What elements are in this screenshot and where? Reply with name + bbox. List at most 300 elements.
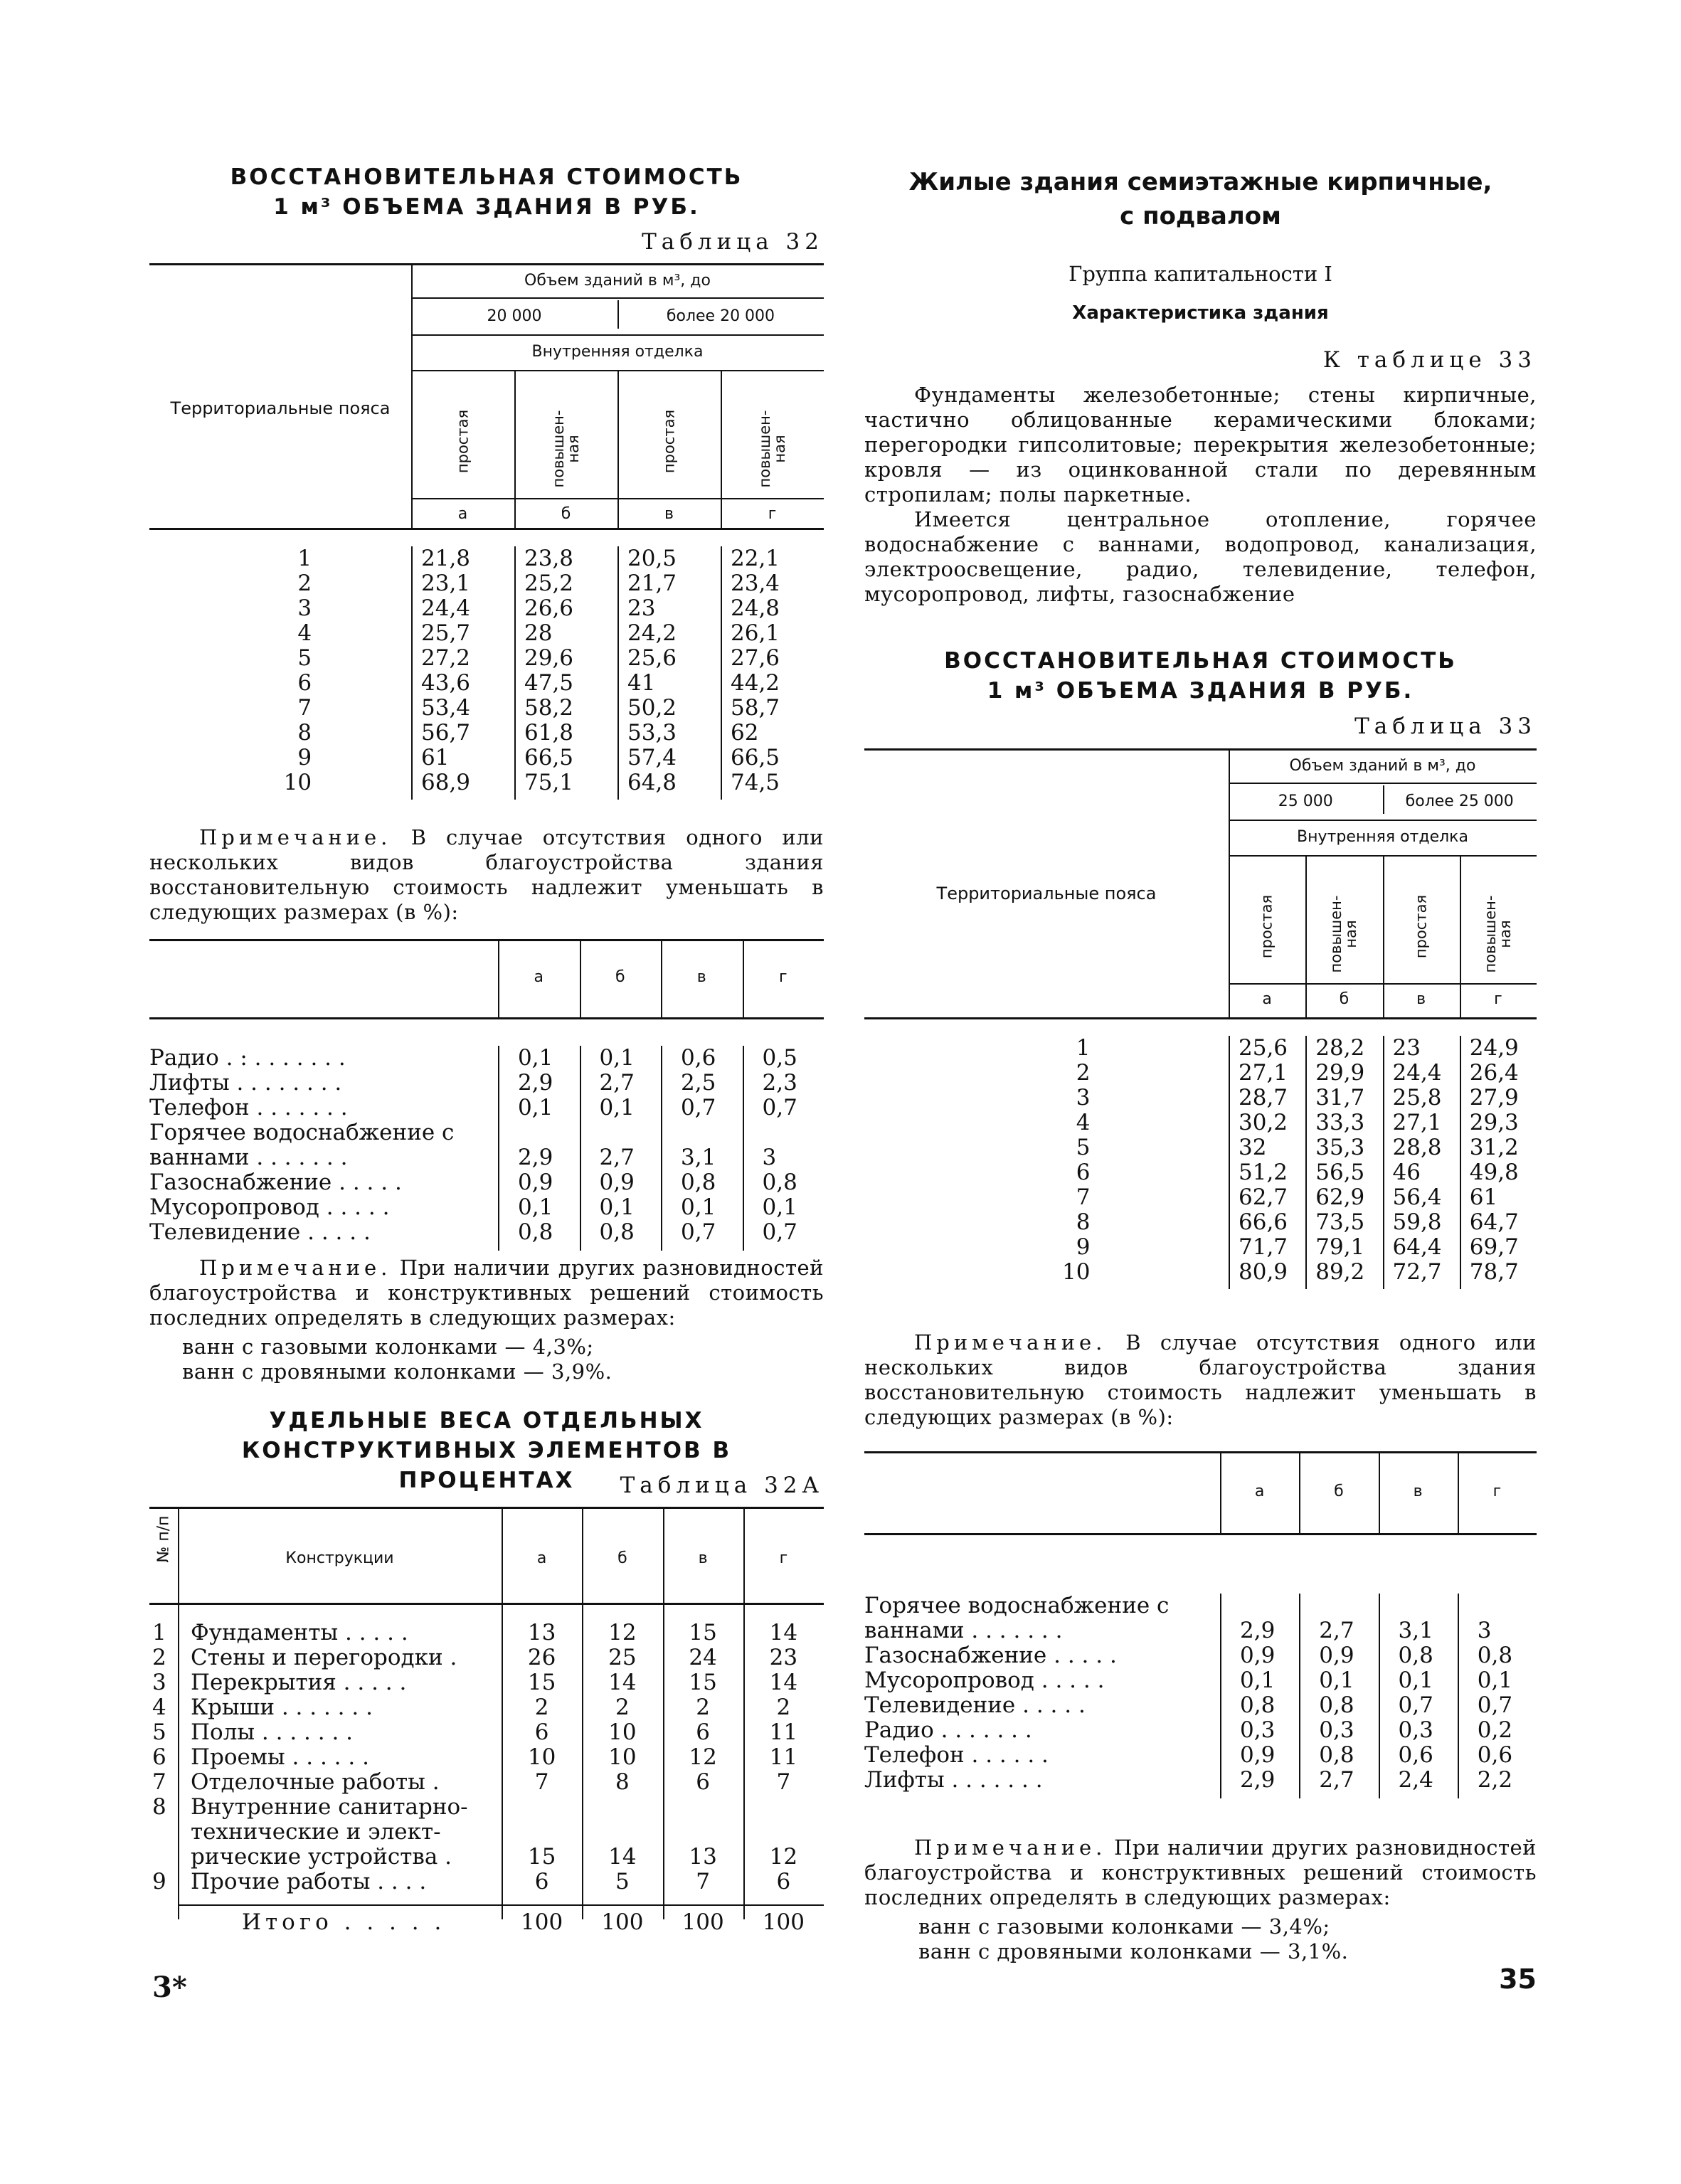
cost-value: 50,2 (627, 695, 677, 721)
adjust-value: 0,6 (1398, 1742, 1433, 1768)
table33-header (864, 646, 1537, 706)
cost-value: 32 (1239, 1135, 1267, 1160)
rule (411, 334, 824, 336)
construction-label: рические устройства . (191, 1844, 452, 1870)
row-number: 2 (152, 1645, 166, 1670)
adjust-value: 0,8 (681, 1170, 716, 1195)
weight-value: 8 (615, 1769, 630, 1795)
table32-label: Таблица 32 (642, 229, 824, 255)
row-label: Горячее водоснабжение с (149, 1120, 455, 1145)
cost-value: 31,2 (1469, 1135, 1519, 1160)
column-letter: б (1339, 990, 1349, 1008)
cost-value: 68,9 (421, 770, 471, 795)
cost-value: 24,9 (1469, 1035, 1519, 1061)
weight-value: 11 (769, 1719, 798, 1745)
column-header-vertical: простая (1412, 894, 1430, 959)
cost-value: 56,5 (1315, 1160, 1365, 1185)
rule (149, 263, 824, 265)
cost-value: 57,4 (627, 745, 677, 770)
header-line-1: ВОССТАНОВИТЕЛЬНАЯ СТОИМОСТЬ (944, 648, 1457, 674)
adjust-value: 0,9 (1319, 1643, 1354, 1668)
column-rule (743, 1046, 744, 1251)
adjust-value: 0,6 (1477, 1742, 1513, 1768)
adjust-value: 0,5 (762, 1045, 797, 1071)
adjust-value: 0,7 (681, 1219, 716, 1245)
note-text: При наличии других разновидностей благоустройства и конструктивных решений стоимость последних определять в следующих размерах: (864, 1835, 1537, 1909)
adjust-value: 0,9 (1240, 1643, 1276, 1668)
cost-value: 22,1 (731, 546, 780, 571)
adjust-value: 0,8 (762, 1170, 797, 1195)
weight-value: 11 (769, 1744, 798, 1770)
cost-value: 26,6 (524, 595, 574, 621)
cost-value: 71,7 (1239, 1234, 1288, 1260)
column-rule (1299, 1594, 1300, 1798)
adjust-value: 0,9 (1240, 1742, 1276, 1768)
zone-number: 6 (297, 670, 312, 696)
weight-value: 13 (689, 1844, 717, 1870)
volume-2: более 25 000 (1405, 793, 1514, 810)
cost-value: 51,2 (1239, 1160, 1288, 1185)
row-number: 8 (152, 1794, 166, 1820)
finish-header: Внутренняя отделка (531, 343, 704, 361)
column-rule (1379, 1594, 1380, 1798)
adjust-value: 0,1 (681, 1194, 716, 1220)
page-number: 35 (1499, 1963, 1537, 1995)
characteristics-para1: Фундаменты железобетонные; стены кирпичные, частично облицованные керамическими блоками; перегородки гипсолитовые; перекрытия железобетонные; кровля — из оцинкованной стали по деревянным стропилам; полы паркетные. (864, 383, 1537, 507)
cost-value: 46 (1392, 1160, 1421, 1185)
column-letter: г (1494, 990, 1502, 1008)
construction-label: Стены и перегородки . (191, 1645, 457, 1670)
weight-value: 10 (527, 1744, 556, 1770)
weight-value: 13 (527, 1620, 556, 1645)
weight-value: 7 (776, 1769, 791, 1795)
header-line-2: 1 м³ ОБЪЕМА ЗДАНИЯ В РУБ. (987, 678, 1414, 704)
rule (149, 939, 824, 941)
rule (149, 1507, 824, 1509)
cost-value: 56,4 (1392, 1184, 1442, 1210)
column-header-vertical: простая (1258, 894, 1276, 959)
weight-value: 14 (769, 1670, 798, 1695)
volume-header: Объем зданий в м³, до (524, 272, 711, 290)
weight-value: 6 (534, 1869, 549, 1894)
adjust-value: 0,1 (599, 1194, 635, 1220)
weight-value: 15 (527, 1844, 556, 1870)
adjust-value: 0,1 (1319, 1668, 1354, 1693)
note-lead: Примечание. (199, 825, 392, 849)
cost-value: 69,7 (1469, 1234, 1519, 1260)
table-32 (149, 263, 824, 818)
adjust-value: 0,1 (599, 1045, 635, 1071)
weight-value: 7 (534, 1769, 549, 1795)
cost-value: 64,7 (1469, 1209, 1519, 1235)
column-letter: в (664, 505, 674, 523)
to-table-33: К таблице 33 (1322, 347, 1537, 373)
weight-value: 15 (689, 1670, 717, 1695)
column-rule (1305, 1036, 1307, 1289)
column-letter: в (698, 1549, 708, 1567)
cost-value: 29,9 (1315, 1060, 1365, 1086)
adjust-value: 0,1 (1240, 1668, 1276, 1693)
rule (411, 498, 824, 499)
cost-value: 25,2 (524, 571, 574, 596)
adjust-value: 2,7 (599, 1070, 635, 1096)
cost-value: 28,8 (1392, 1135, 1442, 1160)
cost-value: 25,7 (421, 620, 471, 646)
weight-value: 6 (534, 1719, 549, 1745)
cost-value: 59,8 (1392, 1209, 1442, 1235)
weight-value: 24 (689, 1645, 717, 1670)
row-label: Газоснабжение . . . . . (149, 1170, 402, 1195)
cost-value: 23 (1392, 1035, 1421, 1061)
page-mark: 3* (152, 1971, 187, 2004)
cost-value: 25,8 (1392, 1085, 1442, 1110)
zone-number: 7 (1076, 1184, 1091, 1210)
cost-value: 44,2 (731, 670, 780, 696)
total-value: 100 (601, 1909, 644, 1935)
header-line-2: 1 м³ ОБЪЕМА ЗДАНИЯ В РУБ. (273, 194, 700, 220)
weight-value: 12 (769, 1844, 798, 1870)
cost-value: 66,5 (524, 745, 574, 770)
cost-value: 74,5 (731, 770, 780, 795)
cost-value: 47,5 (524, 670, 574, 696)
cost-value: 56,7 (421, 720, 471, 746)
adjust-value: 0,7 (681, 1095, 716, 1120)
column-header-vertical: повышен- ная (755, 410, 788, 488)
total-label: Итого . . . . . (242, 1909, 446, 1935)
row-label: Телефон . . . . . . (864, 1742, 1049, 1768)
cost-value: 23 (627, 595, 656, 621)
weight-value: 2 (696, 1695, 710, 1720)
adjust-value: 2,5 (681, 1070, 716, 1096)
weight-value: 26 (527, 1645, 556, 1670)
weight-value: 23 (769, 1645, 798, 1670)
cost-value: 61 (421, 745, 450, 770)
zone-number: 7 (297, 695, 312, 721)
row-label: ваннами . . . . . . . (149, 1145, 348, 1170)
cost-value: 80,9 (1239, 1259, 1288, 1285)
adjust-value: 0,1 (518, 1095, 553, 1120)
cost-value: 27,1 (1239, 1060, 1288, 1086)
row-label: Горячее водоснабжение с (864, 1593, 1170, 1618)
name-header: Конструкции (285, 1549, 394, 1567)
note2-line2: ванн с дровяными колонками — 3,1%. (918, 1939, 1349, 1963)
zone-number: 8 (1076, 1209, 1091, 1235)
adjust-value: 2,7 (1319, 1618, 1354, 1643)
row-number: 6 (152, 1744, 166, 1770)
cost-value: 73,5 (1315, 1209, 1365, 1235)
zone-number: 10 (1061, 1259, 1091, 1285)
cost-value: 31,7 (1315, 1085, 1365, 1110)
finish-header: Внутренняя отделка (1297, 828, 1468, 846)
adjust-value: 0,7 (762, 1219, 797, 1245)
construction-label: Проемы . . . . . . (191, 1744, 369, 1770)
section-title (864, 165, 1537, 233)
column-letter: в (1416, 990, 1426, 1008)
rule (178, 1904, 824, 1906)
cost-value: 78,7 (1469, 1259, 1519, 1285)
row-label: ваннами . . . . . . . (864, 1618, 1063, 1643)
row-label: Радио . : . . . . . . . (149, 1045, 346, 1071)
cost-value: 64,4 (1392, 1234, 1442, 1260)
column-rule (1458, 1594, 1459, 1798)
cost-value: 75,1 (524, 770, 574, 795)
column-letter: б (561, 505, 571, 523)
adjust-value: 0,1 (1477, 1668, 1513, 1693)
column-letter: г (1492, 1482, 1502, 1500)
adjust-value: 0,8 (1398, 1643, 1433, 1668)
weight-value: 2 (615, 1695, 630, 1720)
table-32-adjustments (149, 939, 824, 1252)
row-label: Телевидение . . . . . (149, 1219, 371, 1245)
column-rule (721, 370, 722, 528)
zone-number: 8 (297, 720, 312, 746)
construction-label: Внутренние санитарно- (191, 1794, 468, 1820)
adjust-value: 0,3 (1398, 1717, 1433, 1743)
column-rule (617, 370, 619, 528)
adjust-value: 3,1 (1398, 1618, 1433, 1643)
rule (864, 748, 1537, 751)
adjust-value: 0,9 (518, 1170, 553, 1195)
row-label: Мусоропровод . . . . . (864, 1668, 1105, 1693)
note2-line1: ванн с газовыми колонками — 3,4%; (918, 1914, 1330, 1939)
weight-value: 15 (527, 1670, 556, 1695)
adjust-value: 0,3 (1319, 1717, 1354, 1743)
row-number: 7 (152, 1769, 166, 1795)
table33-note2 (864, 1835, 1537, 1910)
cost-value: 27,6 (731, 645, 780, 671)
weight-value: 2 (534, 1695, 549, 1720)
column-letter: а (1262, 990, 1272, 1008)
weight-value: 12 (608, 1620, 637, 1645)
capital-group: Группа капитальности I (1068, 262, 1332, 286)
note-text: В случае отсутствия одного или нескольких видов благоустройства здания восстановительную стоимость надлежит уменьшать в следующих размерах (в %): (149, 825, 824, 924)
weight-value: 14 (608, 1670, 637, 1695)
note-text: В случае отсутствия одного или нескольких видов благоустройства здания восстановительную стоимость надлежит уменьшать в следующих размерах (в %): (864, 1330, 1537, 1429)
cost-value: 49,8 (1469, 1160, 1519, 1185)
zone-number: 10 (283, 770, 312, 795)
cost-value: 24,4 (1392, 1060, 1442, 1086)
rule (149, 528, 824, 530)
adjust-value: 0,8 (599, 1219, 635, 1245)
cost-value: 24,8 (731, 595, 780, 621)
column-letter: а (457, 505, 468, 523)
column-rule (514, 546, 516, 800)
column-rule (1460, 1036, 1461, 1289)
cost-value: 61,8 (524, 720, 574, 746)
cost-value: 29,6 (524, 645, 574, 671)
cost-value: 66,6 (1239, 1209, 1288, 1235)
cost-value: 66,5 (731, 745, 780, 770)
cost-value: 62,7 (1239, 1184, 1288, 1210)
row-number: 1 (152, 1620, 166, 1645)
zone-number: 5 (1076, 1135, 1091, 1160)
row-label: Мусоропровод . . . . . (149, 1194, 390, 1220)
rule (864, 1533, 1537, 1535)
column-header-vertical: простая (454, 409, 471, 474)
row-number: 9 (152, 1869, 166, 1894)
note-lead: Примечание. (914, 1330, 1107, 1355)
cost-value: 26,4 (1469, 1060, 1519, 1086)
table-33 (864, 748, 1537, 1310)
adjust-value: 0,8 (518, 1219, 553, 1245)
column-rule (498, 1046, 499, 1251)
construction-label: Прочие работы . . . . (191, 1869, 427, 1894)
weight-value: 25 (608, 1645, 637, 1670)
column-rule (1229, 748, 1230, 1017)
title-line-1: Жилые здания семиэтажные кирпичные, (908, 168, 1492, 196)
adjust-value: 0,1 (518, 1045, 553, 1071)
cost-value: 62,9 (1315, 1184, 1365, 1210)
table33-note1 (864, 1330, 1537, 1430)
weight-value: 7 (696, 1869, 710, 1894)
column-header-vertical: повышен- ная (1481, 895, 1514, 973)
column-letter: б (1334, 1482, 1344, 1500)
column-rule (411, 546, 413, 800)
note-text: При наличии других разновидностей благоустройства и конструктивных решений стоимость последних определять в следующих размерах: (149, 1256, 824, 1330)
adjust-value: 2,9 (518, 1145, 553, 1170)
column-letter: б (615, 968, 625, 986)
table32-header (149, 162, 824, 222)
adjust-value: 0,7 (1398, 1692, 1433, 1718)
cost-value: 64,8 (627, 770, 677, 795)
cost-value: 27,1 (1392, 1110, 1442, 1135)
table-33-adjustments (864, 1451, 1537, 1828)
column-rule (514, 370, 516, 528)
rule (149, 1017, 824, 1019)
table33-label: Таблица 33 (1354, 714, 1537, 739)
cost-value: 58,2 (524, 695, 574, 721)
column-letter: а (1254, 1482, 1265, 1500)
cost-value: 53,3 (627, 720, 677, 746)
column-header-vertical: повышен- ная (549, 410, 582, 488)
adjust-value: 0,2 (1477, 1717, 1513, 1743)
cost-value: 79,1 (1315, 1234, 1365, 1260)
rule (1229, 783, 1537, 784)
adjust-value: 2,9 (1240, 1618, 1276, 1643)
column-rule (580, 1046, 581, 1251)
column-letter: в (696, 968, 706, 986)
column-header-vertical: повышен- ная (1327, 895, 1360, 973)
zone-number: 4 (1076, 1110, 1091, 1135)
weight-value: 5 (615, 1869, 630, 1894)
note2-line1: ванн с газовыми колонками — 4,3%; (182, 1335, 594, 1359)
characteristics-para2: Имеется центральное отопление, горячее водоснабжение с ваннами, водопровод, канализация, электроосвещение, радио, телевидение, телефон, мусоропровод, лифты, газоснабжение (864, 507, 1537, 606)
volume-1: 25 000 (1278, 793, 1333, 810)
cost-value: 26,1 (731, 620, 780, 646)
cost-value: 29,3 (1469, 1110, 1519, 1135)
table32-note1 (149, 825, 824, 925)
construction-label: Полы . . . . . . . (191, 1719, 354, 1745)
construction-label: Фундаменты . . . . . (191, 1620, 408, 1645)
cost-value: 43,6 (421, 670, 471, 696)
cost-value: 28,7 (1239, 1085, 1288, 1110)
weight-value: 14 (608, 1844, 637, 1870)
zone-number: 9 (1076, 1234, 1091, 1260)
weight-value: 6 (696, 1719, 710, 1745)
row-header: Территориальные пояса (936, 884, 1157, 903)
row-number: 4 (152, 1695, 166, 1720)
column-letter: г (768, 505, 777, 523)
zone-number: 6 (1076, 1160, 1091, 1185)
table32-note2 (149, 1256, 824, 1330)
weight-value: 6 (696, 1769, 710, 1795)
cost-value: 28 (524, 620, 553, 646)
volume-2: более 20 000 (666, 307, 775, 325)
column-header-vertical: простая (660, 409, 677, 474)
cost-value: 23,8 (524, 546, 574, 571)
adjust-value: 0,1 (1398, 1668, 1433, 1693)
adjust-value: 2,4 (1398, 1767, 1433, 1793)
column-rule (178, 1507, 179, 1919)
adjust-value: 2,7 (599, 1145, 635, 1170)
cost-value: 72,7 (1392, 1259, 1442, 1285)
cost-value: 23,1 (421, 571, 471, 596)
cost-value: 27,2 (421, 645, 471, 671)
adjust-value: 2,9 (1240, 1767, 1276, 1793)
cost-value: 61 (1469, 1184, 1498, 1210)
weight-value: 10 (608, 1719, 637, 1745)
column-rule (661, 1046, 662, 1251)
row-label: Телевидение . . . . . (864, 1692, 1086, 1718)
column-letter: г (779, 1549, 788, 1567)
adjust-value: 2,2 (1477, 1767, 1513, 1793)
weight-value: 6 (776, 1869, 791, 1894)
column-rule (1383, 1036, 1384, 1289)
header2-line-2: КОНСТРУКТИВНЫХ ЭЛЕМЕНТОВ В ПРОЦЕНТАХ (241, 1438, 732, 1493)
zone-number: 9 (297, 745, 312, 770)
cost-value: 27,9 (1469, 1085, 1519, 1110)
cost-value: 41 (627, 670, 656, 696)
note-lead: Примечание. (914, 1835, 1107, 1860)
adjust-value: 2,7 (1319, 1767, 1354, 1793)
rule (411, 297, 824, 299)
adjust-value: 0,8 (1319, 1692, 1354, 1718)
adjust-value: 0,8 (1319, 1742, 1354, 1768)
cost-value: 20,5 (627, 546, 677, 571)
adjust-value: 2,3 (762, 1070, 797, 1096)
characteristics-title: Характеристика здания (1072, 302, 1329, 324)
total-value: 100 (682, 1909, 724, 1935)
row-label: Телефон . . . . . . . (149, 1095, 348, 1120)
table-32A (149, 1507, 824, 1948)
cost-value: 89,2 (1315, 1259, 1365, 1285)
column-rule (721, 546, 722, 800)
column-rule (1220, 1594, 1221, 1798)
construction-label: Отделочные работы . (191, 1769, 440, 1795)
adjust-value: 3 (762, 1145, 777, 1170)
cost-value: 53,4 (421, 695, 471, 721)
zone-number: 3 (297, 595, 312, 621)
row-label: Лифты . . . . . . . (864, 1767, 1043, 1793)
adjust-value: 3 (1477, 1618, 1492, 1643)
cost-value: 62 (731, 720, 759, 746)
zone-number: 4 (297, 620, 312, 646)
header-line-1: ВОССТАНОВИТЕЛЬНАЯ СТОИМОСТЬ (230, 164, 743, 190)
title-line-2: с подвалом (1120, 202, 1281, 230)
cost-value: 23,4 (731, 571, 780, 596)
volume-1: 20 000 (487, 307, 542, 325)
zone-number: 3 (1076, 1085, 1091, 1110)
total-value: 100 (762, 1909, 805, 1935)
column-rule (617, 546, 619, 800)
column-letter: в (1413, 1482, 1423, 1500)
cost-value: 24,2 (627, 620, 677, 646)
cost-value: 24,4 (421, 595, 471, 621)
adjust-value: 0,8 (1477, 1643, 1513, 1668)
weight-value: 14 (769, 1620, 798, 1645)
rule (864, 1451, 1537, 1453)
column-letter: б (617, 1549, 627, 1567)
